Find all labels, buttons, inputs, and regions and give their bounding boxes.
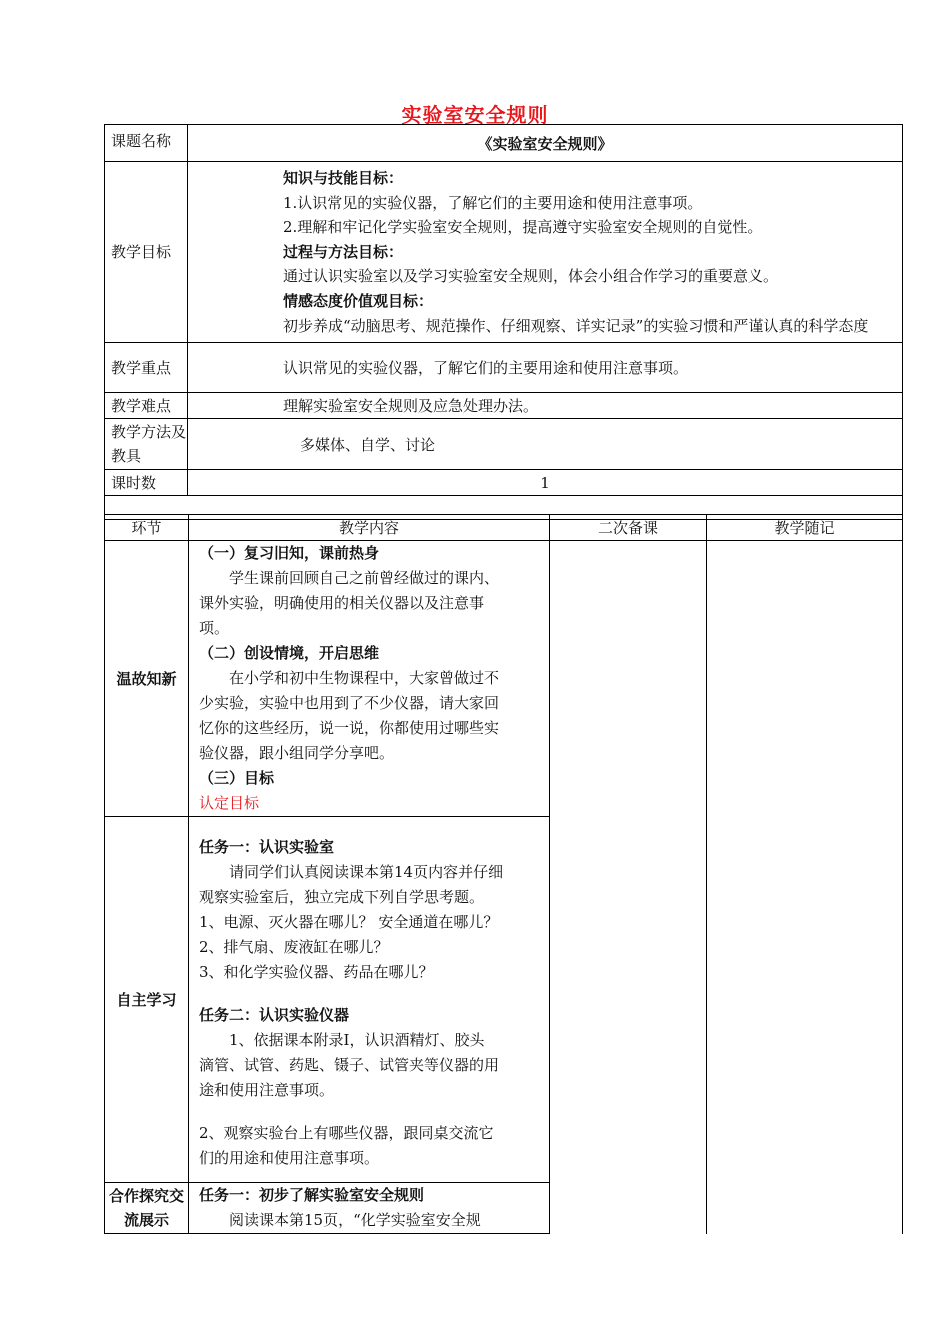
content-line: 们的用途和使用注意事项。 <box>199 1149 380 1167</box>
content-line: 滴管、试管、药匙、镊子、试管夹等仪器的用 <box>199 1056 500 1074</box>
objective-line: 2.理解和牢记化学实验室安全规则，提高遵守实验室安全规则的自觉性。 <box>283 218 763 237</box>
content-line: 少实验，实验中也用到了不少仪器，请大家回 <box>199 694 500 712</box>
objectives-label: 教学目标 <box>105 162 188 343</box>
content-heading: 任务一：初步了解实验室安全规则 <box>199 1186 425 1204</box>
content-line: 1、电源、灭火器在哪儿？ 安全通道在哪儿？ <box>199 913 499 931</box>
content-line: 2、排气扇、废液缸在哪儿？ <box>199 938 389 956</box>
page-title: 实验室安全规则 <box>401 103 549 127</box>
content-line: 2、观察实验台上有哪些仪器，跟同桌交流它 <box>199 1124 494 1142</box>
review-lines <box>199 541 541 816</box>
objectives-list <box>283 166 896 338</box>
header-second-prep: 二次备课 <box>550 515 707 541</box>
second-prep-cell <box>550 541 707 1234</box>
content-line: 验仪器，跟小组同学分享吧。 <box>199 744 395 762</box>
content-heading: （一）复习旧知，课前热身 <box>199 544 380 562</box>
blank-line <box>199 1103 541 1121</box>
self-study-content <box>189 817 550 1183</box>
content-line: 3、和化学实验仪器、药品在哪儿？ <box>199 963 434 981</box>
content-line: 学生课前回顾自己之前曾经做过的课内、 <box>229 569 500 587</box>
notes-cell <box>707 541 903 1234</box>
content-line: 请同学们认真阅读课本第14页内容并仔细 <box>229 863 504 881</box>
methods-label: 教学方法及教具 <box>105 419 188 470</box>
content-line: 1、依据课本附录Ⅰ，认识酒精灯、胶头 <box>229 1031 485 1049</box>
coop-content <box>189 1183 550 1234</box>
content-line: 阅读课本第15页，“化学实验室安全规 <box>229 1211 481 1229</box>
content-line: 在小学和初中生物课程中，大家曾做过不 <box>229 669 500 687</box>
key-points-value: 认识常见的实验仪器，了解它们的主要用途和使用注意事项。 <box>188 343 903 393</box>
objective-line: 知识与技能目标： <box>283 169 404 187</box>
self-study-lines <box>199 817 541 1171</box>
objectives-cell <box>188 162 903 343</box>
coop-lines <box>199 1183 541 1233</box>
topic-label: 课题名称 <box>105 125 188 162</box>
objective-line: 情感态度价值观目标： <box>283 291 434 310</box>
content-heading: （三）目标 <box>199 769 275 787</box>
content-line: 课外实验，明确使用的相关仪器以及注意事 <box>199 594 485 612</box>
blank-line <box>199 817 541 835</box>
content-line: 忆你的这些经历，说一说，你都使用过哪些实 <box>199 719 500 737</box>
lesson-plan-table <box>104 514 903 1234</box>
topic-value: 《实验室安全规则》 <box>188 125 903 162</box>
header-notes: 教学随记 <box>707 515 903 541</box>
section-coop: 合作探究交流展示 <box>105 1183 189 1234</box>
content-heading: （二）创设情境，开启思维 <box>199 644 380 662</box>
difficulties-label: 教学难点 <box>105 393 188 419</box>
objective-line: 过程与方法目标： <box>283 242 404 261</box>
blank-line <box>199 985 541 1003</box>
content-line: 项。 <box>199 619 230 637</box>
objective-line: 1.认识常见的实验仪器，了解它们的主要用途和使用注意事项。 <box>283 193 703 212</box>
methods-value: 多媒体、自学、讨论 <box>188 419 903 470</box>
hours-value: 1 <box>188 470 903 496</box>
hours-label: 课时数 <box>105 470 188 496</box>
content-line: 途和使用注意事项。 <box>199 1081 335 1099</box>
objective-line: 通过认识实验室以及学习实验室安全规则，体会小组合作学习的重要意义。 <box>283 267 779 286</box>
content-heading: 任务一：认识实验室 <box>199 838 335 856</box>
content-line: 认定目标 <box>199 794 260 812</box>
difficulties-value: 理解实验室安全规则及应急处理办法。 <box>188 393 903 419</box>
header-stage: 环节 <box>105 515 189 541</box>
review-content <box>189 541 550 817</box>
header-content: 教学内容 <box>189 515 550 541</box>
content-heading: 任务二：认识实验仪器 <box>199 1006 350 1024</box>
course-info-table <box>104 124 903 520</box>
section-self-study: 自主学习 <box>105 817 189 1183</box>
section-review: 温故知新 <box>105 541 189 817</box>
objective-line: 初步养成“动脑思考、规范操作、仔细观察、详实记录”的实验习惯和严谨认真的科学态度 <box>283 316 869 335</box>
content-line: 观察实验室后，独立完成下列自学思考题。 <box>199 888 485 906</box>
key-points-label: 教学重点 <box>105 343 188 393</box>
